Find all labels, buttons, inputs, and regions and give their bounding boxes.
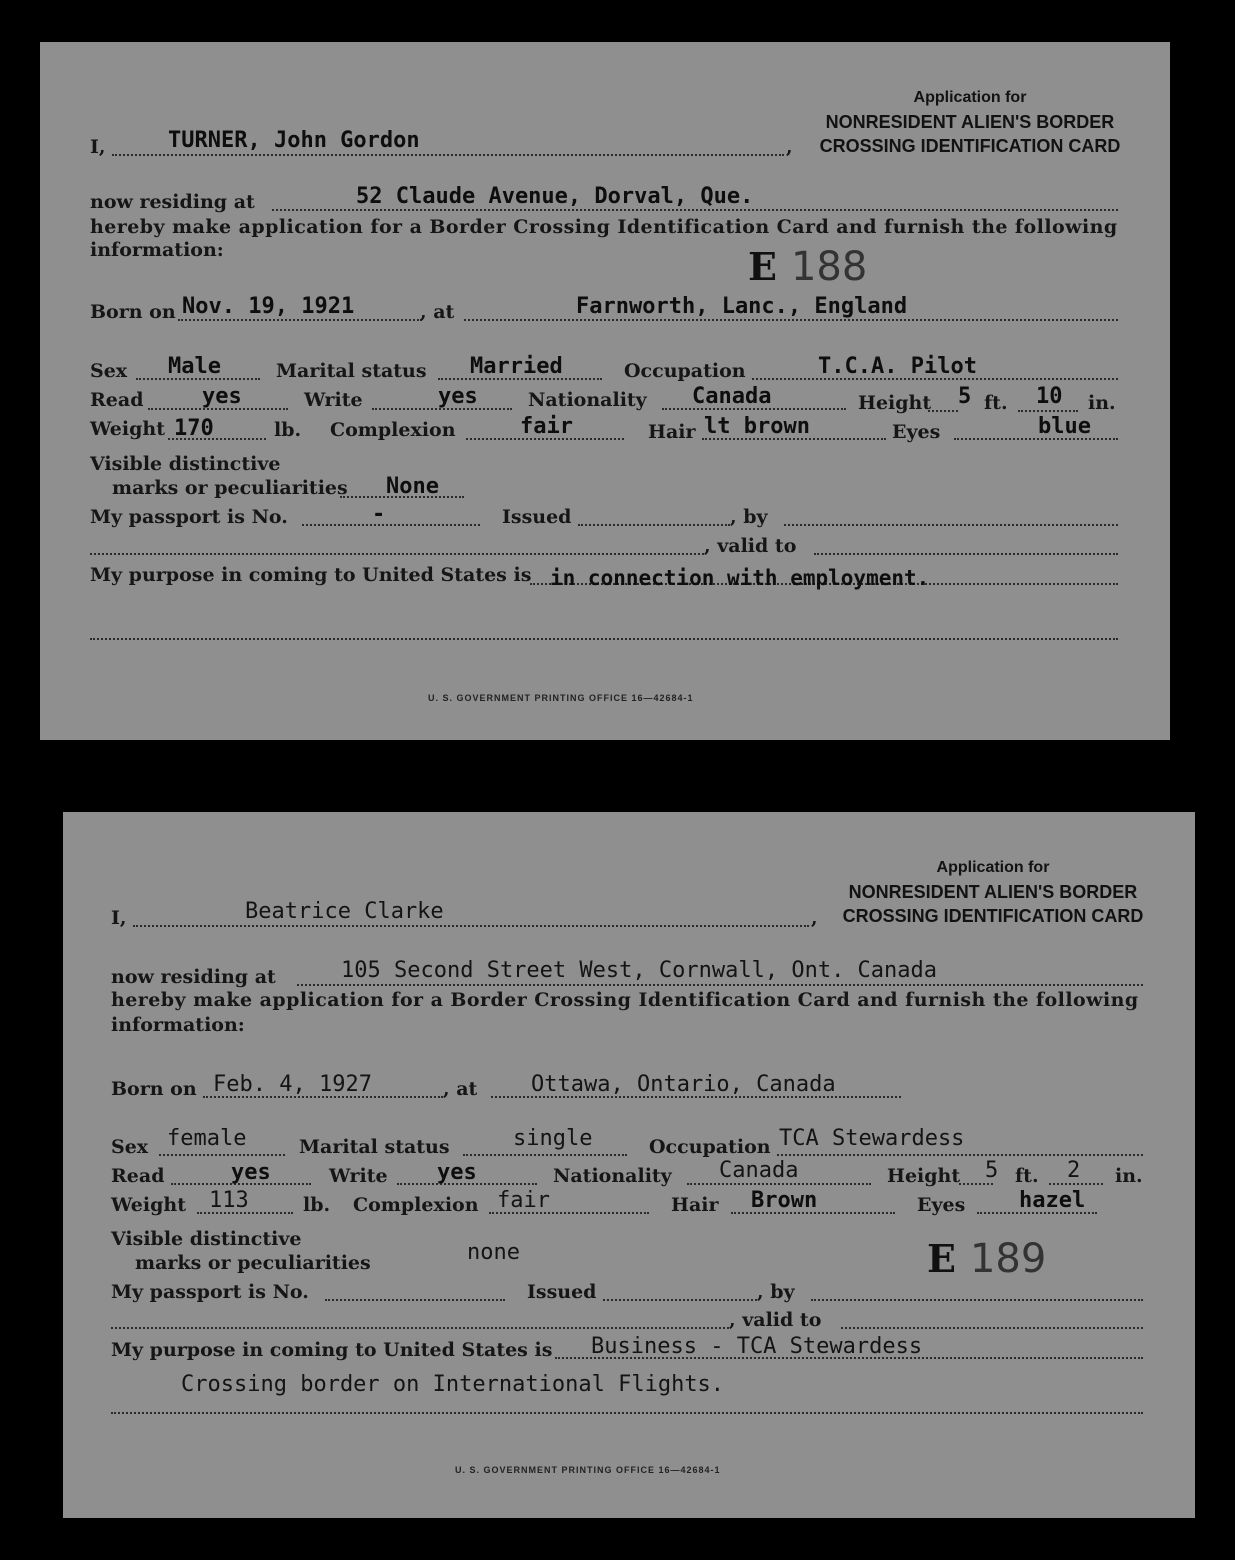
card-header [823,856,1163,928]
header-line-1: Application for [936,859,1050,876]
label-read: Read [111,1165,165,1187]
header-line-3: CROSSING IDENTIFICATION CARD [819,136,1121,156]
application-card-2 [63,812,1195,1518]
eyes-value: hazel [1019,1188,1086,1213]
passport-extra-line [90,553,704,555]
stamp-number: 188 [790,244,868,290]
eyes-value: blue [1038,414,1091,439]
stamp-number: 189 [969,1236,1047,1282]
by-line [784,524,1118,526]
header-line-2: NONRESIDENT ALIEN'S BORDER [825,112,1115,132]
height-in-value: 10 [1036,384,1063,409]
sex-value: Male [168,354,221,379]
passport-line [302,524,480,526]
marital-value: single [513,1126,593,1151]
passport-line [325,1299,505,1301]
born-place-value: Farnworth, Lanc., England [576,294,908,319]
label-information: information: [90,239,224,261]
born-date-value: Nov. 19, 1921 [182,294,355,319]
issued-line [578,524,730,526]
label-write: Write [304,389,363,411]
complexion-value: fair [497,1188,550,1213]
valid-to-line [814,553,1118,555]
marks-value: None [386,474,439,499]
purpose-value: Business - TCA Stewardess [591,1334,923,1359]
label-occupation: Occupation [624,360,746,382]
label-ft: ft. [1015,1165,1039,1187]
born-place-value: Ottawa, Ontario, Canada [531,1072,836,1097]
label-i: I, [90,136,106,158]
label-issued: Issued [502,506,572,528]
passport-value: - [372,502,386,527]
label-eyes: Eyes [917,1194,966,1216]
marital-line [463,1154,627,1156]
sex-line [159,1154,285,1156]
write-value: yes [438,384,478,409]
printing-office-footer: U. S. GOVERNMENT PRINTING OFFICE 16—42684-1 [428,693,694,703]
label-valid-to: , valid to [729,1309,822,1331]
height-ft-value: 5 [958,384,972,409]
marks-value: none [467,1240,520,1265]
height-ft-value: 5 [985,1158,999,1183]
read-value: yes [202,384,242,409]
label-complexion: Complexion [330,419,456,441]
label-passport: My passport is No. [111,1281,309,1303]
label-by: , by [730,506,768,528]
label-sex: Sex [90,360,128,382]
label-read: Read [90,389,144,411]
label-weight: Weight [90,418,165,440]
label-marks: marks or peculiarities [112,477,348,499]
label-lb: lb. [274,419,302,441]
label-sex: Sex [111,1136,149,1158]
occupation-value: TCA Stewardess [779,1126,965,1151]
write-value: yes [437,1160,477,1185]
purpose-line-2 [111,1412,1143,1414]
label-visible-distinctive: Visible distinctive [90,453,281,475]
label-height: Height [887,1165,961,1187]
label-at: , at [420,301,455,323]
height-ft-line [959,1183,993,1185]
label-visible-distinctive: Visible distinctive [111,1228,302,1250]
label-eyes: Eyes [892,421,941,443]
complexion-value: fair [520,414,573,439]
nationality-value: Canada [692,384,772,409]
label-born-on: Born on [111,1078,197,1100]
born-date-value: Feb. 4, 1927 [213,1072,372,1097]
label-hereby: hereby make application for a Border Crossing Identification Card and furnish the following [90,216,1118,238]
purpose-value-2: Crossing border on International Flights. [181,1372,725,1397]
born-date-line [178,319,422,321]
label-in: in. [1115,1165,1143,1187]
weight-value: 113 [209,1188,249,1213]
occupation-line [777,1154,1143,1156]
label-height: Height [858,392,932,414]
hair-value: lt brown [704,414,810,439]
born-place-line [464,319,1118,321]
label-complexion: Complexion [353,1194,479,1216]
label-in: in. [1088,392,1116,414]
marital-value: Married [470,354,563,379]
header-line-1: Application for [913,89,1027,106]
label-marital-status: Marital status [299,1136,450,1158]
label-hair: Hair [648,421,696,443]
residence-value: 105 Second Street West, Cornwall, Ont. Canada [341,958,938,983]
label-purpose: My purpose in coming to United States is [111,1339,553,1361]
name-comma: , [811,907,818,929]
printing-office-footer: U. S. GOVERNMENT PRINTING OFFICE 16—42684-1 [455,1465,721,1475]
read-value: yes [231,1160,271,1185]
eyes-line [954,438,1118,440]
label-valid-to: , valid to [704,535,797,557]
label-at: , at [443,1078,478,1100]
purpose-line-2 [90,638,1118,640]
label-hereby: hereby make application for a Border Crossing Identification Card and furnish the following [111,989,1139,1011]
name-comma: , [786,136,793,158]
label-occupation: Occupation [649,1136,771,1158]
card-header [800,86,1140,158]
weight-value: 170 [174,416,214,441]
label-i: I, [111,907,127,929]
name-line [133,925,809,927]
label-nationality: Nationality [528,389,647,411]
purpose-value: in connection with employment. [550,566,930,590]
height-ft-line [928,410,958,412]
name-line [112,154,784,156]
issued-line [603,1299,757,1301]
label-write: Write [329,1165,388,1187]
label-passport: My passport is No. [90,506,288,528]
applicant-name: Beatrice Clarke [245,899,444,924]
label-now-residing: now residing at [90,191,255,213]
application-card-1 [40,42,1170,740]
sex-value: female [167,1126,247,1151]
height-in-line [1049,1183,1103,1185]
label-marital-status: Marital status [276,360,427,382]
residence-line [272,209,1118,211]
header-line-3: CROSSING IDENTIFICATION CARD [842,906,1144,926]
passport-extra-line [111,1327,729,1329]
height-in-value: 2 [1067,1158,1081,1183]
residence-value: 52 Claude Avenue, Dorval, Que. [356,184,754,209]
height-in-line [1018,410,1078,412]
label-born-on: Born on [90,301,176,323]
stamp-letter: E [927,1236,956,1281]
label-hair: Hair [671,1194,719,1216]
label-now-residing: now residing at [111,966,276,988]
label-issued: Issued [527,1281,597,1303]
applicant-name: TURNER, John Gordon [168,128,420,153]
file-number-stamp [927,1236,1046,1282]
residence-line [297,984,1143,986]
label-by: , by [757,1281,795,1303]
label-purpose: My purpose in coming to United States is [90,564,532,586]
label-ft: ft. [984,392,1008,414]
stamp-letter: E [748,244,777,289]
valid-to-line [841,1327,1143,1329]
file-number-stamp [748,244,867,290]
label-information: information: [111,1014,245,1036]
header-line-2: NONRESIDENT ALIEN'S BORDER [848,882,1138,902]
occupation-value: T.C.A. Pilot [818,354,977,379]
label-nationality: Nationality [553,1165,672,1187]
by-line [811,1299,1143,1301]
hair-value: Brown [751,1188,818,1213]
label-marks: marks or peculiarities [135,1252,371,1274]
label-lb: lb. [303,1194,331,1216]
nationality-value: Canada [719,1158,799,1183]
label-weight: Weight [111,1194,186,1216]
nationality-line [687,1183,871,1185]
